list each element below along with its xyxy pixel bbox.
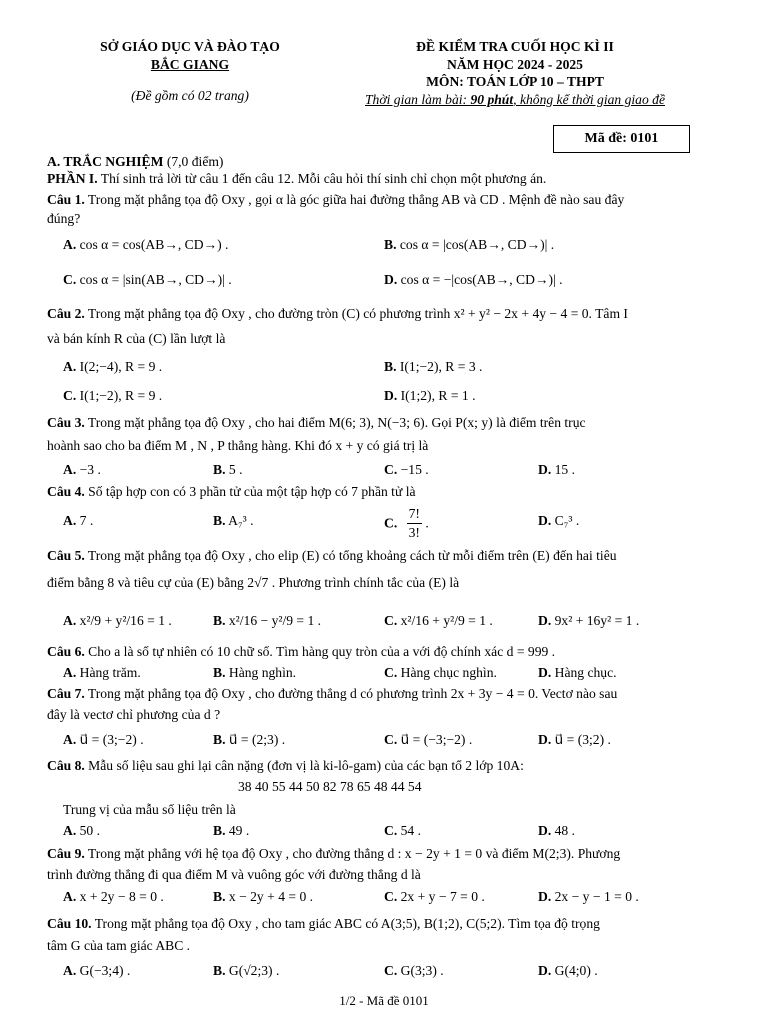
q1-option-b: B. cos α = |cos(AB→, CD→)| . xyxy=(384,237,555,252)
q6-option-a: A. Hàng trăm. xyxy=(63,665,141,680)
question-2-cont: và bán kính R của (C) lần lượt là xyxy=(47,331,226,346)
time-note: Thời gian làm bài: 90 phút, không kể thời gian giao đề xyxy=(365,92,665,108)
department-name: SỞ GIÁO DỤC VÀ ĐÀO TẠO xyxy=(100,39,280,54)
q7-option-a: A. u⃗ = (3;−2) . xyxy=(63,732,144,747)
q4-option-a: A. 7 . xyxy=(63,513,94,528)
header-left xyxy=(60,38,320,105)
q4-option-c: C. $\frac{7!}{3!}$ . xyxy=(384,506,429,540)
q4-option-d: D. C₇³ . xyxy=(538,513,580,528)
q6-option-b: B. Hàng nghìn. xyxy=(213,665,297,680)
question-8: Câu 8. Mẫu số liệu sau ghi lại cân nặng (đơn vị là ki-lô-gam) của các bạn tổ 2 lớp 10A: xyxy=(47,758,524,773)
q3-option-b: B. 5 . xyxy=(213,462,243,477)
q8-option-c: C. 54 . xyxy=(384,823,422,838)
q3-option-c: C. −15 . xyxy=(384,462,429,477)
question-5: Câu 5. Trong mặt phẳng tọa độ Oxy , cho elip (E) có tổng khoảng cách từ mỗi điểm trên (E) đến hai tiêu xyxy=(47,548,617,563)
q5-option-b: B. x²/16 − y²/9 = 1 . xyxy=(213,613,322,628)
q10-option-d: D. G(4;0) . xyxy=(538,963,598,978)
question-9-cont: trình đường thẳng đi qua điểm M và vuông góc với đường thẳng d là xyxy=(47,867,421,882)
q2-option-b: B. I(1;−2), R = 3 . xyxy=(384,359,483,374)
question-3: Câu 3. Trong mặt phẳng tọa độ Oxy , cho hai điểm M(6; 3), N(−3; 6). Gọi P(x; y) là điểm trên trục xyxy=(47,415,586,430)
question-9: Câu 9. Trong mặt phẳng với hệ tọa độ Oxy , cho đường thẳng d : x − 2y + 1 = 0 và điểm M(2;3). Phương xyxy=(47,846,621,861)
q9-option-b: B. x − 2y + 4 = 0 . xyxy=(213,889,314,904)
q2-option-a: A. I(2;−4), R = 9 . xyxy=(63,359,163,374)
q5-option-c: C. x²/16 + y²/9 = 1 . xyxy=(384,613,493,628)
q7-option-c: C. u⃗ = (−3;−2) . xyxy=(384,732,473,747)
question-10-cont: tâm G của tam giác ABC . xyxy=(47,938,191,953)
header-right xyxy=(300,38,730,109)
q2-option-c: C. I(1;−2), R = 9 . xyxy=(63,388,163,403)
q4-option-b: B. A₇³ . xyxy=(213,513,254,528)
question-10: Câu 10. Trong mặt phẳng tọa độ Oxy , cho tam giác ABC có A(3;5), B(1;2), C(5;2). Tìm tọa độ trọng xyxy=(47,916,600,931)
school-year: NĂM HỌC 2024 - 2025 xyxy=(447,56,583,72)
section-title: A. TRẮC NGHIỆM (7,0 điểm) xyxy=(47,154,224,169)
q1-option-c: C. cos α = |sin(AB→, CD→)| . xyxy=(63,272,232,287)
page-count-note: (Đề gồm có 02 trang) xyxy=(131,88,249,104)
question-7: Câu 7. Trong mặt phẳng tọa độ Oxy , cho đường thẳng d có phương trình 2x + 3y − 4 = 0. Vectơ nào sau xyxy=(47,686,618,701)
q10-option-b: B. G(√2;3) . xyxy=(213,963,280,978)
q8-option-b: B. 49 . xyxy=(213,823,250,838)
q6-option-c: C. Hàng chục nghìn. xyxy=(384,665,497,680)
question-6: Câu 6. Cho a là số tự nhiên có 10 chữ số. Tìm hàng quy tròn của a với độ chính xác d = 999 . xyxy=(47,644,556,659)
q3-option-a: A. −3 . xyxy=(63,462,101,477)
q7-option-b: B. u⃗ = (2;3) . xyxy=(213,732,286,747)
question-1: Câu 1. Trong mặt phẳng tọa độ Oxy , gọi α là góc giữa hai đường thẳng AB và CD . Mệnh đề nào sau đây xyxy=(47,192,625,207)
q1-option-d: D. cos α = −|cos(AB→, CD→)| . xyxy=(384,272,563,287)
question-5-cont: điểm bằng 8 và tiêu cự của (E) bằng 2√7 . Phương trình chính tắc của (E) là xyxy=(47,575,460,590)
q6-option-d: D. Hàng chục. xyxy=(538,665,617,680)
q5-option-d: D. 9x² + 16y² = 1 . xyxy=(538,613,640,628)
question-4: Câu 4. Số tập hợp con có 3 phần tử của một tập hợp có 7 phần tử là xyxy=(47,484,416,499)
question-2: Câu 2. Trong mặt phẳng tọa độ Oxy , cho đường tròn (C) có phương trình x² + y² − 2x + 4y − 4 = 0. Tâm I xyxy=(47,306,628,321)
q7-option-d: D. u⃗ = (3;2) . xyxy=(538,732,611,747)
exam-code-box: Mã đề: 0101 xyxy=(553,125,690,153)
q2-option-d: D. I(1;2), R = 1 . xyxy=(384,388,476,403)
q10-option-a: A. G(−3;4) . xyxy=(63,963,131,978)
q9-option-a: A. x + 2y − 8 = 0 . xyxy=(63,889,164,904)
question-3-cont: hoành sao cho ba điểm M , N , P thẳng hàng. Khi đó x + y có giá trị là xyxy=(47,438,429,453)
question-1-cont: đúng? xyxy=(47,211,81,226)
q3-option-d: D. 15 . xyxy=(538,462,576,477)
q8-option-d: D. 48 . xyxy=(538,823,576,838)
q8-option-a: A. 50 . xyxy=(63,823,101,838)
q10-option-c: C. G(3;3) . xyxy=(384,963,444,978)
province-name: BẮC GIANG xyxy=(150,56,230,72)
q5-option-a: A. x²/9 + y²/16 = 1 . xyxy=(63,613,172,628)
question-7-cont: đây là vectơ chỉ phương của d ? xyxy=(47,707,221,722)
q1-option-a: A. cos α = cos(AB→, CD→) . xyxy=(63,237,229,252)
q8-data-row: 38 40 55 44 50 82 78 65 48 44 54 xyxy=(238,779,422,794)
page-footer: 1/2 - Mã đề 0101 xyxy=(339,993,429,1008)
exam-title: ĐỀ KIỂM TRA CUỐI HỌC KÌ II xyxy=(416,39,614,54)
subject: MÔN: TOÁN LỚP 10 – THPT xyxy=(426,74,604,90)
q9-option-d: D. 2x − y − 1 = 0 . xyxy=(538,889,639,904)
q9-option-c: C. 2x + y − 7 = 0 . xyxy=(384,889,485,904)
question-8-cont: Trung vị của mẫu số liệu trên là xyxy=(63,802,236,817)
part-instructions: PHẦN I. Thí sinh trả lời từ câu 1 đến câu 12. Mỗi câu hỏi thí sinh chỉ chọn một phương án. xyxy=(47,171,547,186)
